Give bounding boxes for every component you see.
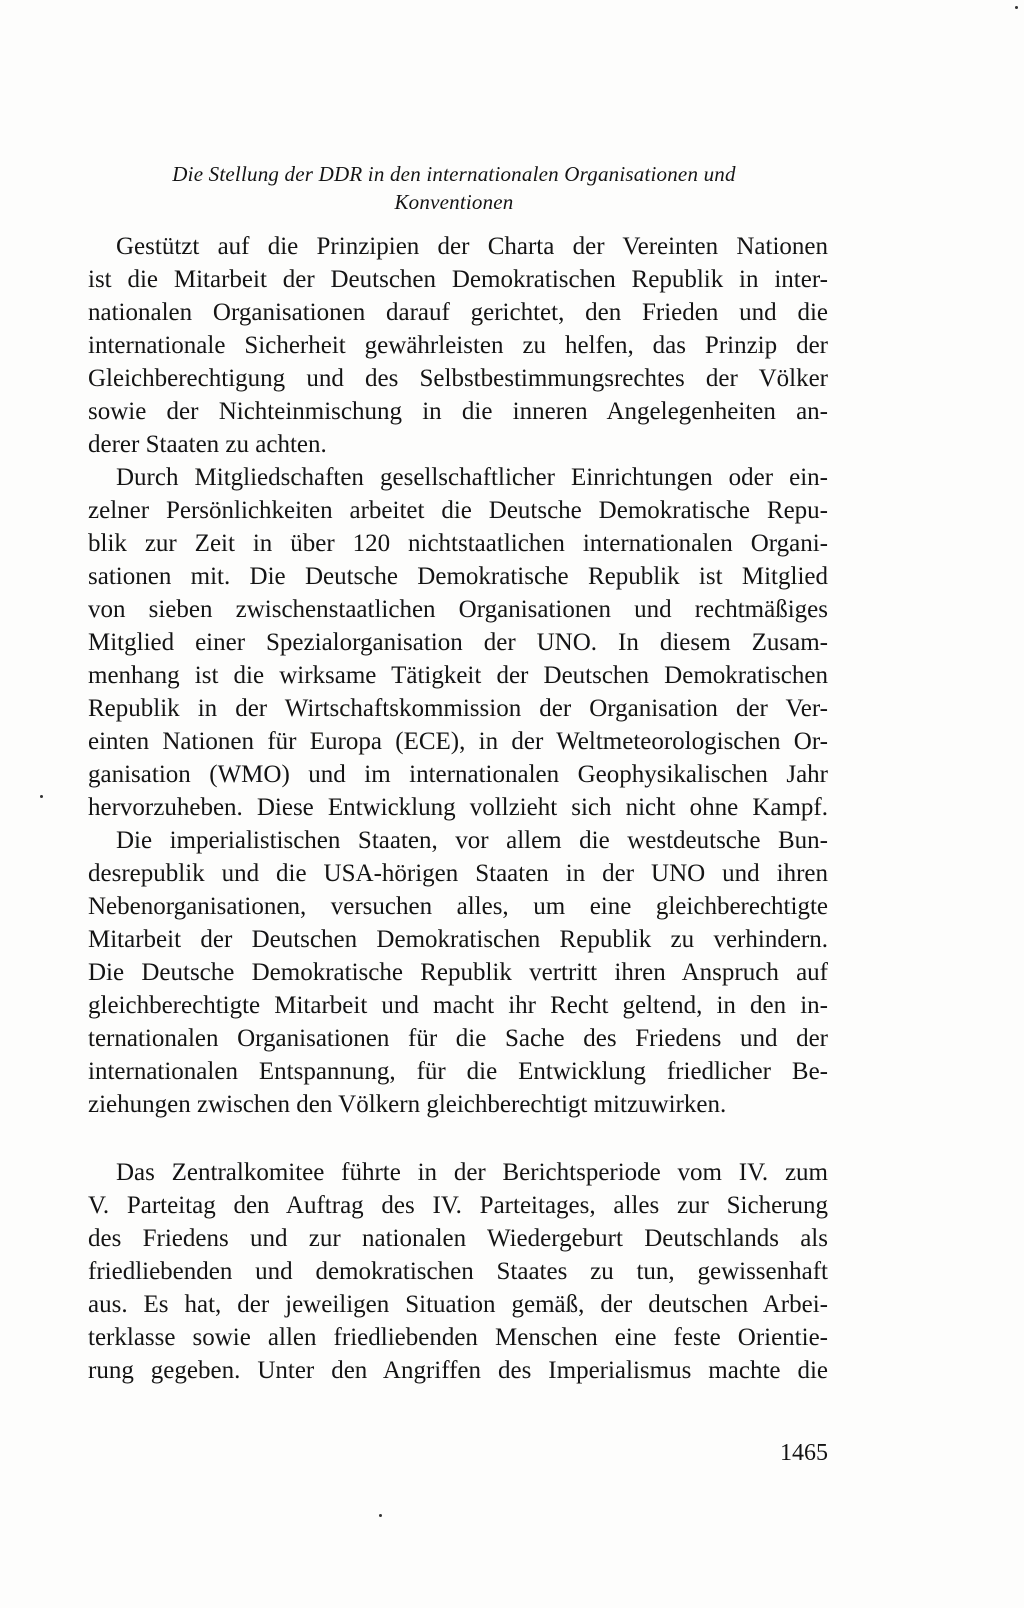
body-line: hervorzuheben. Diese Entwicklung vollzieht sich nicht ohne Kampf.	[88, 794, 828, 821]
body-line: zelner Persönlichkeiten arbeitet die Deutsche Demokratische Repu-	[88, 497, 828, 524]
body-line: des Friedens und zur nationalen Wiedergeburt Deutschlands als	[88, 1225, 828, 1252]
body-line: terklasse sowie allen friedliebenden Menschen eine feste Orientie-	[88, 1324, 828, 1351]
body-line: Republik in der Wirtschaftskommission der Organisation der Ver-	[88, 695, 828, 722]
scan-speck	[379, 1514, 382, 1517]
body-line: blik zur Zeit in über 120 nichtstaatlichen internationalen Organi-	[88, 530, 828, 557]
body-line: derer Staaten zu achten.	[88, 431, 327, 458]
body-line: internationalen Entspannung, für die Entwicklung friedlicher Be-	[88, 1058, 828, 1085]
body-line: desrepublik und die USA-hörigen Staaten in der UNO und ihren	[88, 860, 828, 887]
section-heading-line-2: Konventionen	[394, 190, 514, 214]
body-line: Gestützt auf die Prinzipien der Charta der Vereinten Nationen	[116, 233, 828, 260]
body-line: nationalen Organisationen darauf gerichtet, den Frieden und die	[88, 299, 828, 326]
scan-speck	[1015, 6, 1018, 9]
body-line: ist die Mitarbeit der Deutschen Demokratischen Republik in inter-	[88, 266, 828, 293]
body-line: Die Deutsche Demokratische Republik vertritt ihren Anspruch auf	[88, 959, 828, 986]
body-line: ternationalen Organisationen für die Sache des Friedens und der	[88, 1025, 828, 1052]
body-line: Mitglied einer Spezialorganisation der UNO. In diesem Zusam-	[88, 629, 828, 656]
body-line: Gleichberechtigung und des Selbstbestimmungsrechtes der Völker	[88, 365, 828, 392]
body-line: rung gegeben. Unter den Angriffen des Imperialismus machte die	[88, 1357, 828, 1384]
body-line: einten Nationen für Europa (ECE), in der Weltmeteorologischen Or-	[88, 728, 828, 755]
body-line: menhang ist die wirksame Tätigkeit der Deutschen Demokratischen	[88, 662, 828, 689]
page-number: 1465	[780, 1440, 828, 1466]
body-line: internationale Sicherheit gewährleisten zu helfen, das Prinzip der	[88, 332, 828, 359]
body-line: Die imperialistischen Staaten, vor allem die westdeutsche Bun-	[116, 827, 828, 854]
body-line: Nebenorganisationen, versuchen alles, um eine gleichberechtigte	[88, 893, 828, 920]
body-line: Mitarbeit der Deutschen Demokratischen Republik zu verhindern.	[88, 926, 828, 953]
body-line: ganisation (WMO) und im internationalen Geophysikalischen Jahr	[88, 761, 828, 788]
section-heading-line-1: Die Stellung der DDR in den internationalen Organisationen und	[172, 162, 736, 186]
scan-speck	[40, 795, 43, 798]
body-line: gleichberechtigte Mitarbeit und macht ihr Recht geltend, in den in-	[88, 992, 828, 1019]
body-line: friedliebenden und demokratischen Staates zu tun, gewissenhaft	[88, 1258, 828, 1285]
body-line: sationen mit. Die Deutsche Demokratische Republik ist Mitglied	[88, 563, 828, 590]
body-line: aus. Es hat, der jeweiligen Situation gemäß, der deutschen Arbei-	[88, 1291, 828, 1318]
body-line: Das Zentralkomitee führte in der Berichtsperiode vom IV. zum	[116, 1159, 828, 1186]
body-line: Durch Mitgliedschaften gesellschaftlicher Einrichtungen oder ein-	[116, 464, 828, 491]
body-line: V. Parteitag den Auftrag des IV. Parteitages, alles zur Sicherung	[88, 1192, 828, 1219]
body-line: sowie der Nichteinmischung in die inneren Angelegenheiten an-	[88, 398, 828, 425]
body-line: ziehungen zwischen den Völkern gleichberechtigt mitzuwirken.	[88, 1091, 727, 1118]
body-line: von sieben zwischenstaatlichen Organisationen und rechtmäßiges	[88, 596, 828, 623]
